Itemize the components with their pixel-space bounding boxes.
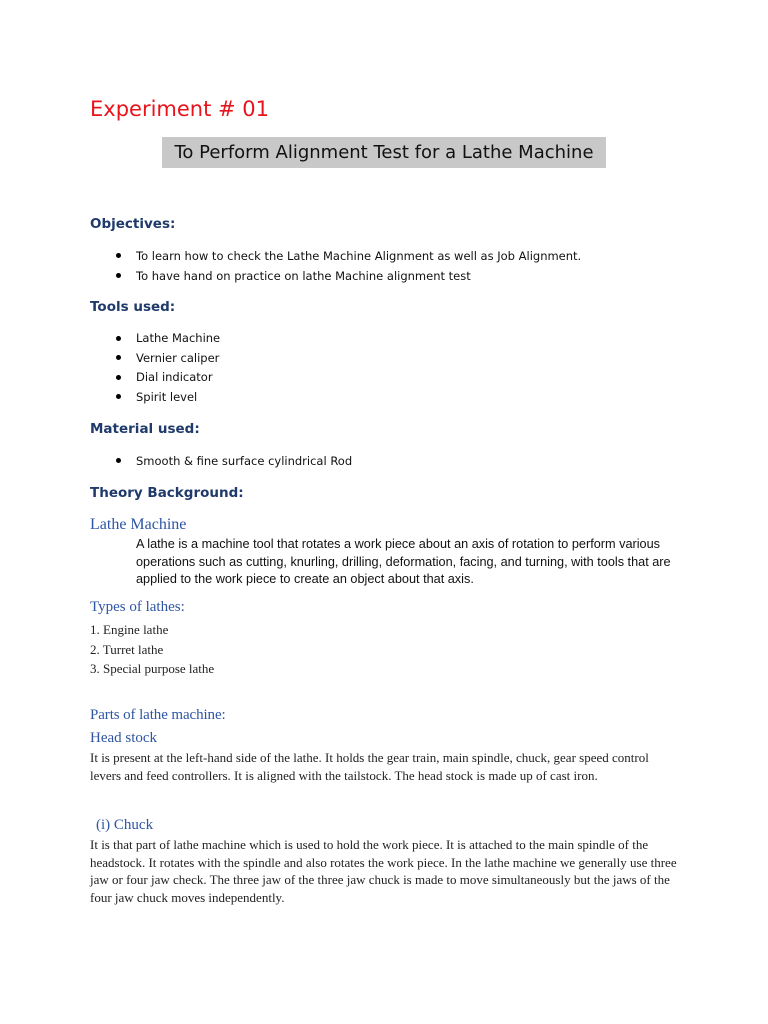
list-item: To have hand on practice on lathe Machine alignment test <box>113 266 581 286</box>
list-item: 3. Special purpose lathe <box>90 661 215 676</box>
types-of-lathes-heading: Types of lathes: <box>90 599 185 615</box>
bullet-icon <box>116 355 121 360</box>
bullet-icon <box>116 394 121 399</box>
tools-heading: Tools used: <box>90 299 176 315</box>
material-heading: Material used: <box>90 421 200 437</box>
theory-heading: Theory Background: <box>90 485 244 501</box>
bullet-icon <box>116 336 121 341</box>
headstock-text: It is present at the left-hand side of the lathe. It holds the gear train, main spindle, chuck, gear speed control levers and feed controllers. It is aligned with the tailstock. The head stock is made up of cast iron. <box>90 750 649 783</box>
parts-heading: Parts of lathe machine: <box>90 707 226 723</box>
bullet-icon <box>116 273 121 278</box>
bullet-icon <box>116 458 121 463</box>
bullet-icon <box>116 253 121 258</box>
chuck-text: It is that part of lathe machine which is used to hold the work piece. It is attached to the main spindle of the headstock. It rotates with the spindle and also rotates the work piece. In the lathe machine we generally use three jaw or four jaw check. The three jaw of the three jaw chuck is made to move simultaneously but the jaws of the four jaw chuck moves independently. <box>90 837 677 905</box>
objectives-list <box>113 246 581 286</box>
lathe-machine-heading: Lathe Machine <box>90 516 187 533</box>
list-item: Lathe Machine <box>113 329 220 349</box>
types-list <box>90 620 214 679</box>
list-item: Spirit level <box>113 388 220 408</box>
list-item: 2. Turret lathe <box>90 641 164 657</box>
list-item: 1. Engine lathe <box>90 622 169 637</box>
list-item: Vernier caliper <box>113 349 220 369</box>
page-title: To Perform Alignment Test for a Lathe Machine <box>162 137 606 168</box>
headstock-heading: Head stock <box>90 730 158 746</box>
experiment-label: Experiment # 01 <box>90 97 270 121</box>
list-item: To learn how to check the Lathe Machine Alignment as well as Job Alignment. <box>113 246 581 266</box>
tools-list <box>113 329 220 407</box>
material-list <box>113 451 352 471</box>
bullet-icon <box>116 375 121 380</box>
objectives-heading: Objectives: <box>90 216 176 232</box>
lathe-machine-text: A lathe is a machine tool that rotates a work piece about an axis of rotation to perform various operations such as cutting, knurling, drilling, deformation, facing, and turning, with tools that are applied to the work piece to create an object about that axis. <box>136 537 671 586</box>
list-item: Smooth & fine surface cylindrical Rod <box>113 451 352 471</box>
list-item: Dial indicator <box>113 368 220 388</box>
chuck-heading: (i) Chuck <box>96 817 154 833</box>
